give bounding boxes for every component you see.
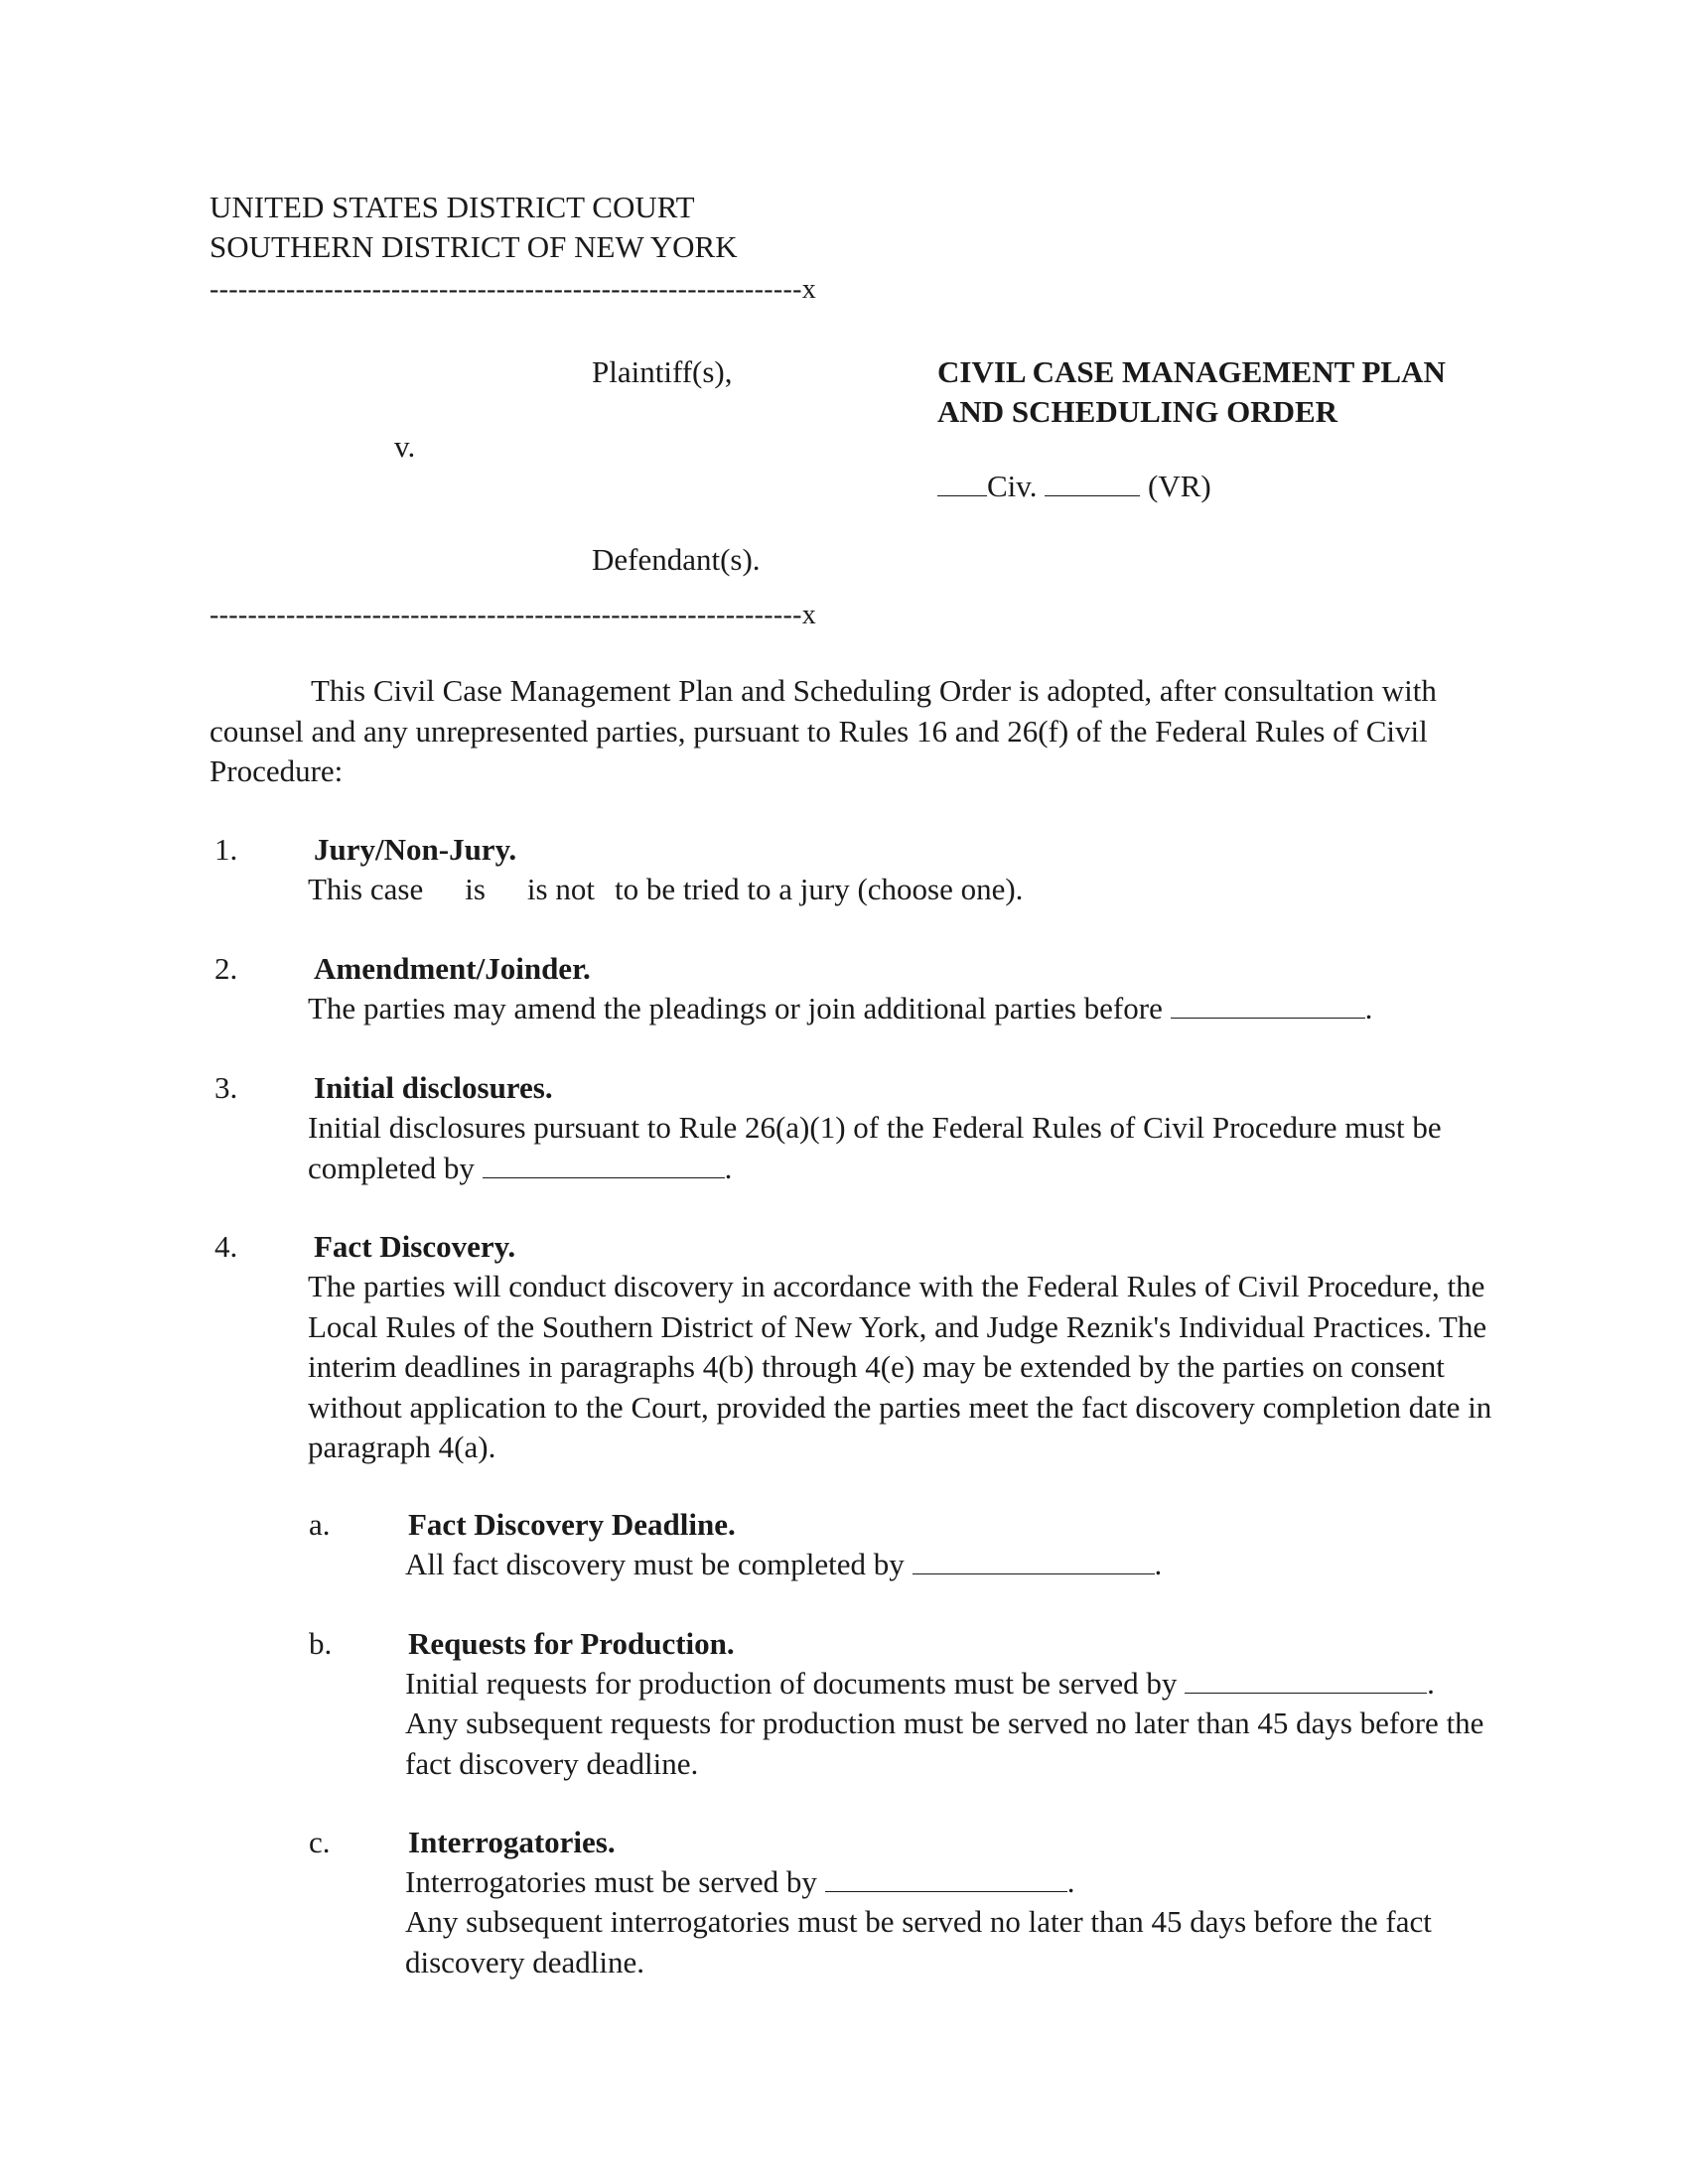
section-number: 4. <box>214 1229 238 1264</box>
civ-number-blank[interactable] <box>1045 470 1140 496</box>
section-heading-disclosures: Initial disclosures. <box>314 1070 553 1105</box>
subsection-heading-production: Requests for Production. <box>408 1626 735 1661</box>
production-subsequent-text: Any subsequent requests for production must be served no later than 45 days before the fact discovery deadline. <box>405 1706 1484 1781</box>
section-heading-jury: Jury/Non-Jury. <box>314 832 517 867</box>
caption-divider-top: --------------------------------------------------------------x <box>210 274 817 305</box>
production-date-blank[interactable] <box>1185 1667 1427 1694</box>
section-number: 2. <box>214 951 238 986</box>
interrogatories-subsequent-text: Any subsequent interrogatories must be served no later than 45 days before the fact discovery deadline. <box>405 1904 1432 1979</box>
amendment-date-blank[interactable] <box>1171 992 1365 1019</box>
court-district: SOUTHERN DISTRICT OF NEW YORK <box>210 229 738 264</box>
subsection-heading-deadline: Fact Discovery Deadline. <box>408 1507 736 1542</box>
production-text: Initial requests for production of documents must be served by . <box>405 1666 1435 1701</box>
intro-paragraph: This Civil Case Management Plan and Scheduling Order is adopted, after consultation with counsel and any unrepresented parties, pursuant to Rules 16 and 26(f) of the Federal Rules of Civil Procedure: <box>210 673 1437 788</box>
defendant-label: Defendant(s). <box>592 542 761 577</box>
document-title-line1: CIVIL CASE MANAGEMENT PLAN <box>937 354 1446 389</box>
section-number: 1. <box>214 832 238 867</box>
court-name: UNITED STATES DISTRICT COURT <box>210 190 695 224</box>
fact-discovery-text: The parties will conduct discovery in accordance with the Federal Rules of Civil Procedure, the Local Rules of the Southern District of New York, and Judge Reznik's Individual Practices. The interim deadlines in paragraphs 4(b) through 4(e) may be extended by the parties on consent without application to the Court, provided the parties meet the fact discovery completion date in paragraph 4(a). <box>308 1269 1492 1464</box>
section-heading-fact-discovery: Fact Discovery. <box>314 1229 516 1264</box>
subsection-letter: a. <box>309 1507 331 1542</box>
jury-choice-line: This case is is not to be tried to a jury (choose one). <box>308 872 1024 906</box>
subsection-heading-interrogatories: Interrogatories. <box>408 1825 616 1859</box>
section-number: 3. <box>214 1070 238 1105</box>
civ-year-blank[interactable] <box>937 470 987 496</box>
civil-case-number: Civ. (VR) <box>937 467 1211 506</box>
versus-label: v. <box>394 429 416 464</box>
document-title-line2: AND SCHEDULING ORDER <box>937 394 1338 429</box>
deadline-text: All fact discovery must be completed by . <box>405 1547 1163 1581</box>
fact-discovery-date-blank[interactable] <box>913 1548 1155 1574</box>
subsection-letter: c. <box>309 1825 331 1859</box>
plaintiff-label: Plaintiff(s), <box>592 354 733 389</box>
interrogatories-text: Interrogatories must be served by . <box>405 1864 1075 1899</box>
disclosures-date-blank[interactable] <box>483 1152 725 1178</box>
caption-divider-bottom: --------------------------------------------------------------x <box>210 600 817 630</box>
amendment-text: The parties may amend the pleadings or join additional parties before . <box>308 991 1373 1025</box>
disclosures-text: Initial disclosures pursuant to Rule 26(a)(1) of the Federal Rules of Civil Procedure must be completed by . <box>308 1110 1442 1185</box>
interrogatories-date-blank[interactable] <box>825 1865 1067 1892</box>
section-heading-amendment: Amendment/Joinder. <box>314 951 591 986</box>
subsection-letter: b. <box>309 1626 333 1661</box>
